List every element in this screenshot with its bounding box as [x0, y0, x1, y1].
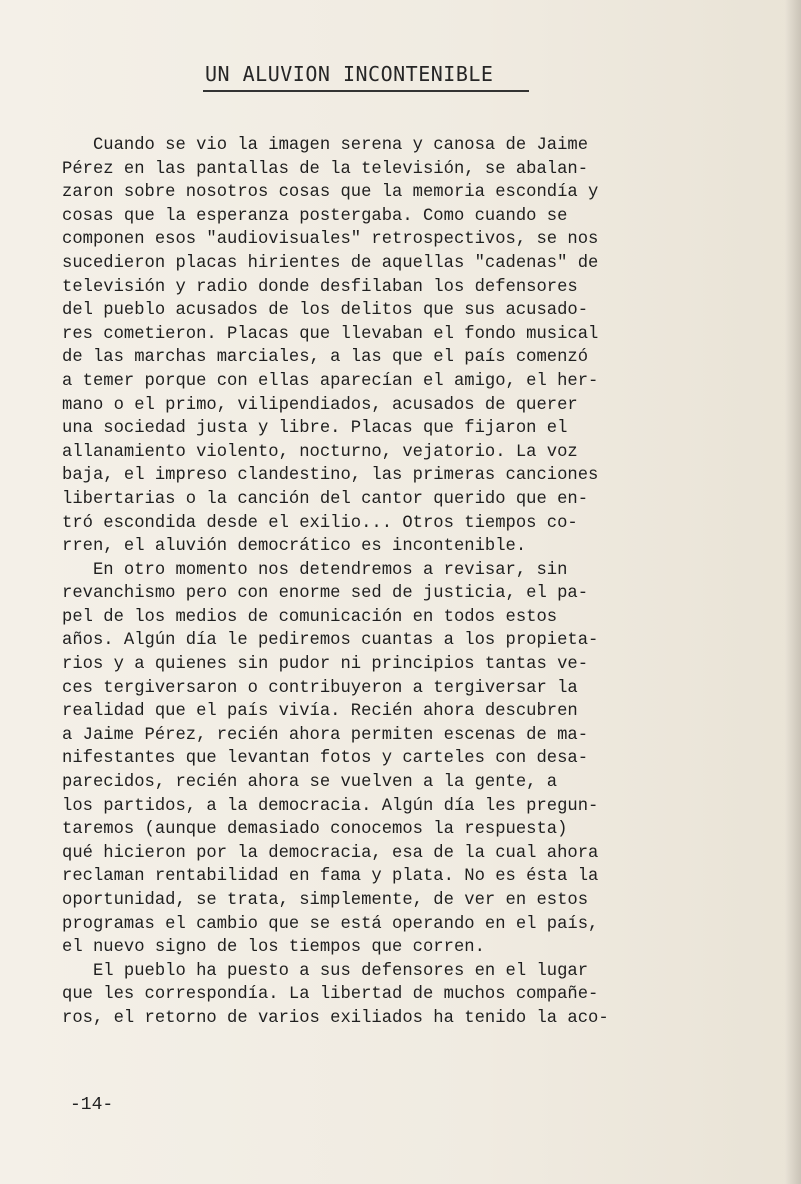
- text-line: pel de los medios de comunicación en todos estos: [62, 607, 558, 627]
- text-line: programas el cambio que se está operando en el país,: [62, 914, 599, 934]
- text-line: nifestantes que levantan fotos y carteles con desa-: [62, 749, 589, 769]
- text-line: El pueblo ha puesto a sus defensores en el lugar: [62, 961, 589, 981]
- text-line: tró escondida desde el exilio... Otros tiempos co-: [62, 513, 578, 533]
- text-line: años. Algún día le pediremos cuantas a los propieta-: [62, 631, 599, 651]
- text-line: oportunidad, se trata, simplemente, de ver en estos: [62, 891, 589, 910]
- text-line: En otro momento nos detendremos a revisar, sin: [62, 560, 568, 580]
- text-line: rren, el aluvión democrático es incontenible.: [62, 537, 527, 557]
- text-line: televisión y radio donde desfilaban los defensores: [62, 277, 578, 297]
- title-underline: [203, 90, 529, 92]
- text-line: rios y a quienes sin pudor ni principios tantas ve-: [62, 655, 589, 675]
- text-line: a Jaime Pérez, recién ahora permiten escenas de ma-: [62, 725, 589, 745]
- article-body: [62, 134, 692, 1031]
- text-line: qué hicieron por la democracia, esa de la cual ahora: [62, 843, 599, 863]
- text-line: los partidos, a la democracia. Algún día les pregun-: [62, 796, 599, 816]
- text-line: taremos (aunque demasiado conocemos la respuesta): [62, 820, 568, 840]
- text-line: a temer porque con ellas aparecían el amigo, el her-: [62, 371, 599, 391]
- text-line: componen esos "audiovisuales" retrospectivos, se nos: [62, 230, 599, 250]
- page-edge-shadow: [785, 0, 801, 1184]
- text-line: ros, el retorno de varios exiliados ha tenido la aco-: [62, 1008, 609, 1028]
- article-title: UN ALUVION INCONTENIBLE: [205, 62, 494, 86]
- text-line: revanchismo pero con enorme sed de justicia, el pa-: [62, 584, 589, 604]
- text-line: Pérez en las pantallas de la televisión, se abalan-: [62, 159, 589, 179]
- text-line: de las marchas marciales, a las que el país comenzó: [62, 348, 589, 368]
- text-line: zaron sobre nosotros cosas que la memoria escondía y: [62, 183, 599, 203]
- page-number: -14-: [70, 1095, 114, 1115]
- text-line: parecidos, recién ahora se vuelven a la gente, a: [62, 773, 558, 793]
- text-line: allanamiento violento, nocturno, vejatorio. La voz: [62, 442, 578, 462]
- text-line: una sociedad justa y libre. Placas que fijaron el: [62, 419, 568, 439]
- text-line: que les correspondía. La libertad de muchos compañe-: [62, 985, 599, 1005]
- text-line: libertarias o la canción del cantor querido que en-: [62, 489, 589, 509]
- text-line: Cuando se vio la imagen serena y canosa de Jaime: [62, 136, 589, 155]
- text-line: baja, el impreso clandestino, las primeras canciones: [62, 466, 599, 486]
- text-line: cosas que la esperanza postergaba. Como cuando se: [62, 206, 568, 226]
- text-line: el nuevo signo de los tiempos que corren.: [62, 938, 485, 958]
- text-line: reclaman rentabilidad en fama y plata. No es ésta la: [62, 867, 599, 887]
- text-line: sucedieron placas hirientes de aquellas "cadenas" de: [62, 253, 599, 273]
- text-line: mano o el primo, vilipendiados, acusados de querer: [62, 395, 578, 415]
- text-line: res cometieron. Placas que llevaban el fondo musical: [62, 324, 599, 344]
- text-line: del pueblo acusados de los delitos que sus acusado-: [62, 301, 589, 321]
- text-line: realidad que el país vivía. Recién ahora descubren: [62, 702, 578, 722]
- text-line: ces tergiversaron o contribuyeron a tergiversar la: [62, 678, 578, 698]
